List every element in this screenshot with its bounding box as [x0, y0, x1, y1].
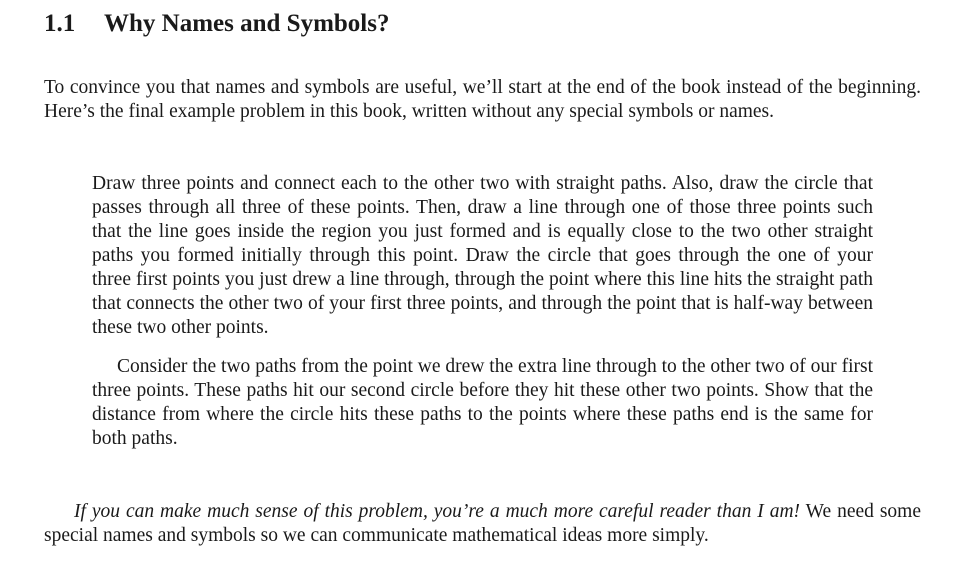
closing-text: We need some special names and symbols so we can communicate mathematical ideas more simply.: [44, 501, 921, 546]
section-heading: [44, 8, 389, 40]
closing-paragraph: [44, 500, 921, 548]
section-title: Why Names and Symbols?: [104, 10, 390, 37]
closing-emphasis: If you can make much sense of this problem, you’re a much more careful reader than I am!: [74, 501, 801, 522]
intro-paragraph: To convince you that names and symbols are useful, we’ll start at the end of the book instead of the beginning. Here’s the final example problem in this book, written without any special symbols or names.: [44, 77, 921, 122]
problem-paragraph-1: Draw three points and connect each to the other two with straight paths. Also, draw the circle that passes through all three of these points. Then, draw a line through one of those three points such that the line goes inside the region you just formed and is equally close to the two other straight paths you formed initially through this point. Draw the circle that goes through the one of your three first points you just drew a line through, through the point where this line hits the straight path that connects the other two of your first three points, and through the point that is half-way between these two other points.: [92, 173, 873, 338]
problem-paragraph-2: Consider the two paths from the point we drew the extra line through to the other two of our first three points. These paths hit our second circle before they hit these other two points. Show that the distance from where the circle hits these paths to the points where these paths end is the same for both paths.: [92, 356, 873, 449]
section-number: 1.1: [44, 10, 76, 37]
